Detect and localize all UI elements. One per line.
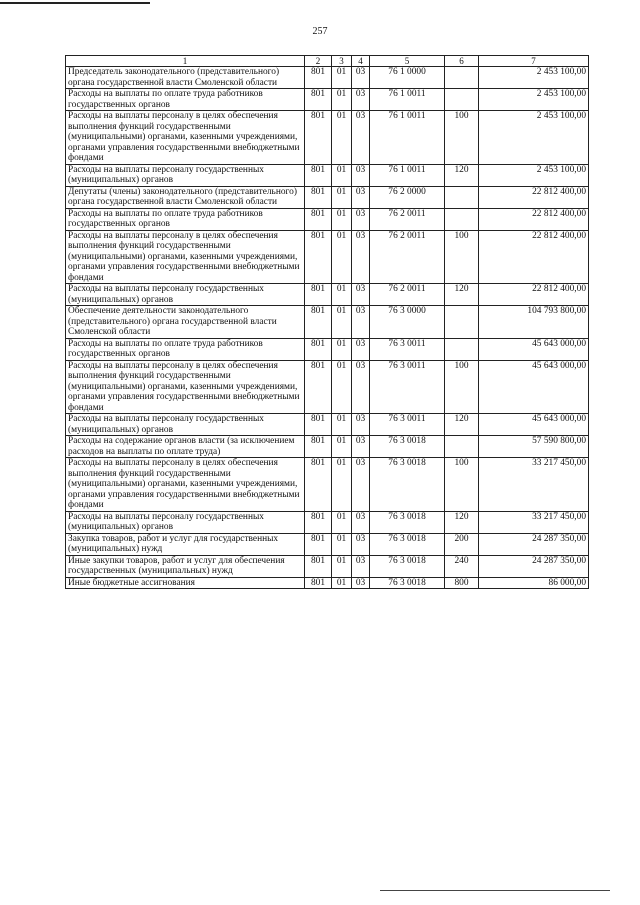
target-article-cell: 76 2 0011 xyxy=(370,230,445,284)
ministry-code-cell: 801 xyxy=(305,111,332,165)
expense-type-cell xyxy=(445,208,479,230)
ministry-code-cell: 801 xyxy=(305,436,332,458)
subsection-code-cell: 03 xyxy=(352,164,370,186)
section-code-cell: 01 xyxy=(332,577,352,589)
expense-type-cell: 120 xyxy=(445,414,479,436)
section-code-cell: 01 xyxy=(332,511,352,533)
expense-name-cell: Расходы на выплаты персоналу в целях обеспечения выполнения функций государственными (муниципальными) органами, казенными учреждениями, органами управления государственными внебюджетными фондами xyxy=(66,458,305,512)
subsection-code-cell: 03 xyxy=(352,555,370,577)
column-header-4: 4 xyxy=(352,56,370,67)
target-article-cell: 76 1 0011 xyxy=(370,111,445,165)
scan-edge-line xyxy=(0,2,150,4)
expense-type-cell xyxy=(445,67,479,89)
target-article-cell: 76 1 0011 xyxy=(370,164,445,186)
section-code-cell: 01 xyxy=(332,414,352,436)
amount-cell: 45 643 000,00 xyxy=(479,360,589,414)
target-article-cell: 76 1 0000 xyxy=(370,67,445,89)
expense-type-cell xyxy=(445,338,479,360)
amount-cell: 86 000,00 xyxy=(479,577,589,589)
expense-name-cell: Обеспечение деятельности законодательного (представительного) органа государственной власти Смоленской области xyxy=(66,306,305,339)
target-article-cell: 76 3 0018 xyxy=(370,458,445,512)
table-row xyxy=(66,511,589,533)
expense-name-cell: Иные бюджетные ассигнования xyxy=(66,577,305,589)
section-code-cell: 01 xyxy=(332,89,352,111)
expense-type-cell: 120 xyxy=(445,164,479,186)
subsection-code-cell: 03 xyxy=(352,511,370,533)
table-row xyxy=(66,577,589,589)
target-article-cell: 76 3 0000 xyxy=(370,306,445,339)
target-article-cell: 76 3 0011 xyxy=(370,360,445,414)
amount-cell: 22 812 400,00 xyxy=(479,230,589,284)
subsection-code-cell: 03 xyxy=(352,89,370,111)
expense-type-cell: 120 xyxy=(445,284,479,306)
section-code-cell: 01 xyxy=(332,186,352,208)
section-code-cell: 01 xyxy=(332,436,352,458)
subsection-code-cell: 03 xyxy=(352,533,370,555)
expense-name-cell: Расходы на выплаты персоналу государственных (муниципальных) органов xyxy=(66,164,305,186)
ministry-code-cell: 801 xyxy=(305,555,332,577)
expense-type-cell: 100 xyxy=(445,230,479,284)
expense-type-cell: 240 xyxy=(445,555,479,577)
amount-cell: 22 812 400,00 xyxy=(479,284,589,306)
table-row xyxy=(66,414,589,436)
section-code-cell: 01 xyxy=(332,164,352,186)
column-header-3: 3 xyxy=(332,56,352,67)
target-article-cell: 76 3 0018 xyxy=(370,436,445,458)
amount-cell: 57 590 800,00 xyxy=(479,436,589,458)
table-row xyxy=(66,338,589,360)
table-row xyxy=(66,458,589,512)
expense-type-cell xyxy=(445,186,479,208)
amount-cell: 22 812 400,00 xyxy=(479,208,589,230)
subsection-code-cell: 03 xyxy=(352,306,370,339)
expense-type-cell: 800 xyxy=(445,577,479,589)
expense-name-cell: Расходы на выплаты персоналу государственных (муниципальных) органов xyxy=(66,511,305,533)
subsection-code-cell: 03 xyxy=(352,284,370,306)
subsection-code-cell: 03 xyxy=(352,67,370,89)
amount-cell: 2 453 100,00 xyxy=(479,111,589,165)
table-body xyxy=(66,67,589,589)
amount-cell: 2 453 100,00 xyxy=(479,67,589,89)
ministry-code-cell: 801 xyxy=(305,458,332,512)
amount-cell: 33 217 450,00 xyxy=(479,458,589,512)
ministry-code-cell: 801 xyxy=(305,89,332,111)
scan-edge-line-bottom xyxy=(380,890,610,891)
section-code-cell: 01 xyxy=(332,306,352,339)
section-code-cell: 01 xyxy=(332,360,352,414)
amount-cell: 2 453 100,00 xyxy=(479,164,589,186)
expense-name-cell: Расходы на выплаты по оплате труда работников государственных органов xyxy=(66,338,305,360)
ministry-code-cell: 801 xyxy=(305,208,332,230)
target-article-cell: 76 2 0011 xyxy=(370,284,445,306)
subsection-code-cell: 03 xyxy=(352,186,370,208)
amount-cell: 45 643 000,00 xyxy=(479,414,589,436)
ministry-code-cell: 801 xyxy=(305,306,332,339)
expense-name-cell: Расходы на выплаты персоналу государственных (муниципальных) органов xyxy=(66,284,305,306)
amount-cell: 33 217 450,00 xyxy=(479,511,589,533)
target-article-cell: 76 3 0011 xyxy=(370,338,445,360)
expense-type-cell: 100 xyxy=(445,360,479,414)
expense-name-cell: Расходы на выплаты по оплате труда работников государственных органов xyxy=(66,89,305,111)
ministry-code-cell: 801 xyxy=(305,533,332,555)
ministry-code-cell: 801 xyxy=(305,67,332,89)
column-header-1: 1 xyxy=(66,56,305,67)
expense-name-cell: Закупка товаров, работ и услуг для государственных (муниципальных) нужд xyxy=(66,533,305,555)
page-number: 257 xyxy=(312,26,328,37)
table-row xyxy=(66,164,589,186)
expense-type-cell xyxy=(445,436,479,458)
expense-name-cell: Расходы на выплаты персоналу в целях обеспечения выполнения функций государственными (муниципальными) органами, казенными учреждениями, органами управления государственными внебюджетными фондами xyxy=(66,111,305,165)
table-row xyxy=(66,230,589,284)
table-row xyxy=(66,360,589,414)
table-row xyxy=(66,89,589,111)
section-code-cell: 01 xyxy=(332,284,352,306)
table-row xyxy=(66,186,589,208)
expense-name-cell: Расходы на содержание органов власти (за исключением расходов на выплаты по оплате труда) xyxy=(66,436,305,458)
section-code-cell: 01 xyxy=(332,208,352,230)
section-code-cell: 01 xyxy=(332,458,352,512)
target-article-cell: 76 2 0000 xyxy=(370,186,445,208)
header-row xyxy=(66,56,589,67)
table-row xyxy=(66,67,589,89)
table-row xyxy=(66,208,589,230)
table-row xyxy=(66,306,589,339)
expense-name-cell: Депутаты (члены) законодательного (представительного) органа государственной власти Смоленской области xyxy=(66,186,305,208)
column-header-6: 6 xyxy=(445,56,479,67)
ministry-code-cell: 801 xyxy=(305,164,332,186)
subsection-code-cell: 03 xyxy=(352,360,370,414)
expense-type-cell: 100 xyxy=(445,458,479,512)
section-code-cell: 01 xyxy=(332,555,352,577)
subsection-code-cell: 03 xyxy=(352,436,370,458)
subsection-code-cell: 03 xyxy=(352,208,370,230)
ministry-code-cell: 801 xyxy=(305,511,332,533)
section-code-cell: 01 xyxy=(332,67,352,89)
subsection-code-cell: 03 xyxy=(352,111,370,165)
table-row xyxy=(66,111,589,165)
column-header-7: 7 xyxy=(479,56,589,67)
expense-type-cell: 120 xyxy=(445,511,479,533)
target-article-cell: 76 3 0018 xyxy=(370,577,445,589)
amount-cell: 2 453 100,00 xyxy=(479,89,589,111)
budget-table xyxy=(65,55,589,589)
expense-name-cell: Расходы на выплаты персоналу в целях обеспечения выполнения функций государственными (муниципальными) органами, казенными учреждениями, органами управления государственными внебюджетными фондами xyxy=(66,230,305,284)
table-header xyxy=(66,56,589,67)
ministry-code-cell: 801 xyxy=(305,338,332,360)
subsection-code-cell: 03 xyxy=(352,230,370,284)
expense-name-cell: Председатель законодательного (представительного) органа государственной власти Смоленской области xyxy=(66,67,305,89)
amount-cell: 104 793 800,00 xyxy=(479,306,589,339)
ministry-code-cell: 801 xyxy=(305,577,332,589)
subsection-code-cell: 03 xyxy=(352,338,370,360)
expense-type-cell: 100 xyxy=(445,111,479,165)
target-article-cell: 76 1 0011 xyxy=(370,89,445,111)
column-header-2: 2 xyxy=(305,56,332,67)
column-header-5: 5 xyxy=(370,56,445,67)
target-article-cell: 76 3 0011 xyxy=(370,414,445,436)
target-article-cell: 76 3 0018 xyxy=(370,555,445,577)
amount-cell: 24 287 350,00 xyxy=(479,533,589,555)
expense-name-cell: Иные закупки товаров, работ и услуг для обеспечения государственных (муниципальных) нужд xyxy=(66,555,305,577)
expense-name-cell: Расходы на выплаты персоналу в целях обеспечения выполнения функций государственными (муниципальными) органами, казенными учреждениями, органами управления государственными внебюджетными фондами xyxy=(66,360,305,414)
table-row xyxy=(66,533,589,555)
section-code-cell: 01 xyxy=(332,111,352,165)
target-article-cell: 76 3 0018 xyxy=(370,511,445,533)
amount-cell: 45 643 000,00 xyxy=(479,338,589,360)
expense-type-cell xyxy=(445,89,479,111)
table-row xyxy=(66,284,589,306)
section-code-cell: 01 xyxy=(332,338,352,360)
target-article-cell: 76 3 0018 xyxy=(370,533,445,555)
table-row xyxy=(66,436,589,458)
section-code-cell: 01 xyxy=(332,230,352,284)
table-row xyxy=(66,555,589,577)
ministry-code-cell: 801 xyxy=(305,360,332,414)
section-code-cell: 01 xyxy=(332,533,352,555)
subsection-code-cell: 03 xyxy=(352,458,370,512)
ministry-code-cell: 801 xyxy=(305,186,332,208)
expense-type-cell xyxy=(445,306,479,339)
amount-cell: 22 812 400,00 xyxy=(479,186,589,208)
subsection-code-cell: 03 xyxy=(352,414,370,436)
target-article-cell: 76 2 0011 xyxy=(370,208,445,230)
ministry-code-cell: 801 xyxy=(305,230,332,284)
ministry-code-cell: 801 xyxy=(305,414,332,436)
ministry-code-cell: 801 xyxy=(305,284,332,306)
expense-type-cell: 200 xyxy=(445,533,479,555)
amount-cell: 24 287 350,00 xyxy=(479,555,589,577)
expense-name-cell: Расходы на выплаты персоналу государственных (муниципальных) органов xyxy=(66,414,305,436)
expense-name-cell: Расходы на выплаты по оплате труда работников государственных органов xyxy=(66,208,305,230)
subsection-code-cell: 03 xyxy=(352,577,370,589)
